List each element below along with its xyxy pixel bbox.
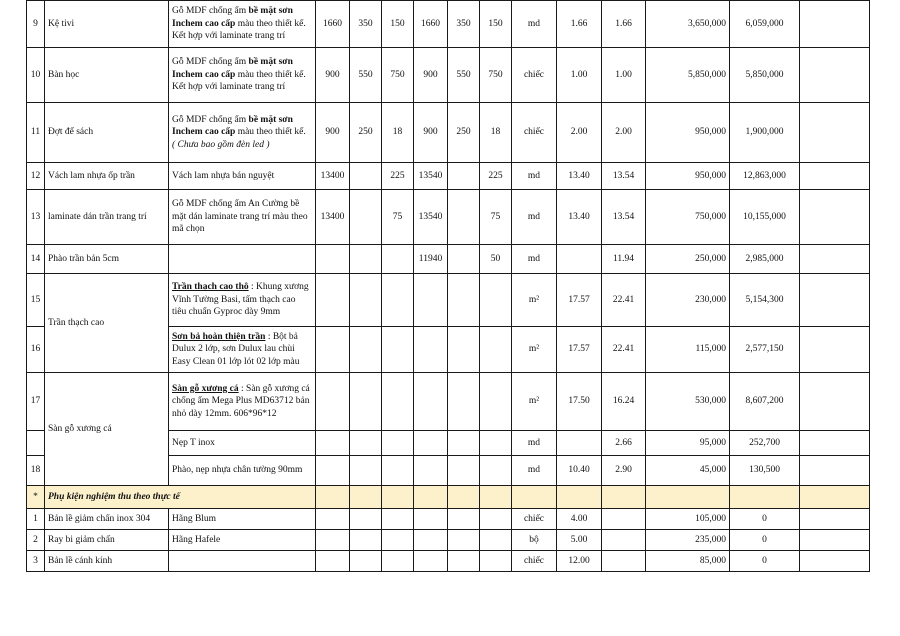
note-cell <box>800 245 870 274</box>
dim-depth-design: 550 <box>350 48 382 103</box>
desc-bold <box>172 384 239 394</box>
item-name: Bàn học <box>45 48 169 103</box>
section-cell <box>350 486 382 509</box>
desc-note: ( Chưa bao gồm đèn led ) <box>172 139 270 150</box>
table-row <box>27 551 870 572</box>
unit-price: 105,000 <box>646 509 730 530</box>
row-number: 17 <box>27 373 45 431</box>
line-total: 12,863,000 <box>730 163 800 190</box>
item-name: laminate dán trần trang trí <box>45 190 169 245</box>
desc-text: Gỗ MDF chống ẩm <box>172 114 249 125</box>
dim-height-actual: 75 <box>480 190 512 245</box>
row-number: 1 <box>27 509 45 530</box>
qty-actual: 22.41 <box>602 327 646 373</box>
dim-length-actual: 11940 <box>414 245 448 274</box>
note-cell <box>800 431 870 456</box>
desc-text: màu theo thiết kế. Kết hợp với laminate trang trí <box>172 69 306 93</box>
dim-depth-design <box>350 274 382 327</box>
dim-depth-design <box>350 373 382 431</box>
line-total: 130,500 <box>730 456 800 486</box>
dim-height-design <box>382 274 414 327</box>
dim-length-design <box>316 245 350 274</box>
desc-bold: bề mặt sơn Inchem cao cấp <box>172 6 293 29</box>
note-cell <box>800 1 870 48</box>
desc-text: Gỗ MDF chống ẩm <box>172 6 249 17</box>
dim-depth-actual: 250 <box>448 103 480 163</box>
row-number: 14 <box>27 245 45 274</box>
qty-actual: 1.66 <box>602 1 646 48</box>
dim-depth-design <box>350 431 382 456</box>
dim-depth-actual <box>448 163 480 190</box>
dim-height-design <box>382 530 414 551</box>
table-row <box>27 530 870 551</box>
section-marker: * <box>27 486 45 509</box>
note-cell <box>800 456 870 486</box>
dim-length-design: 900 <box>316 103 350 163</box>
item-description <box>169 373 316 431</box>
unit: md <box>512 1 557 48</box>
section-header-row <box>27 486 870 509</box>
dim-depth-design <box>350 530 382 551</box>
dim-height-design <box>382 509 414 530</box>
qty-actual: 2.00 <box>602 103 646 163</box>
desc-underline: Sơn bả hoàn thiện trần <box>172 331 266 342</box>
dim-length-actual: 1660 <box>414 1 448 48</box>
row-number: 16 <box>27 327 45 373</box>
dim-length-actual <box>414 373 448 431</box>
unit: md <box>512 190 557 245</box>
unit-price: 530,000 <box>646 373 730 431</box>
dim-length-design <box>316 373 350 431</box>
unit-price: 950,000 <box>646 163 730 190</box>
unit: chiếc <box>512 48 557 103</box>
note-cell <box>800 373 870 431</box>
dim-depth-actual <box>448 274 480 327</box>
qty-actual: 16.24 <box>602 373 646 431</box>
dim-height-actual: 750 <box>480 48 512 103</box>
row-number: 9 <box>27 1 45 48</box>
note-cell <box>800 163 870 190</box>
dim-height-actual <box>480 509 512 530</box>
item-description: Vách lam nhựa bán nguyệt <box>169 163 316 190</box>
qty-actual: 2.90 <box>602 456 646 486</box>
section-cell <box>646 486 730 509</box>
unit-price: 250,000 <box>646 245 730 274</box>
note-cell <box>800 551 870 572</box>
line-total: 6,059,000 <box>730 1 800 48</box>
desc-text: Gỗ MDF chống ẩm <box>172 57 249 68</box>
row-number: 2 <box>27 530 45 551</box>
dim-length-actual: 900 <box>414 103 448 163</box>
dim-depth-design <box>350 551 382 572</box>
dim-depth-actual <box>448 327 480 373</box>
item-description <box>169 327 316 373</box>
qty-actual: 2.66 <box>602 431 646 456</box>
dim-depth-actual <box>448 509 480 530</box>
section-cell <box>800 486 870 509</box>
item-description: Gỗ MDF chống ẩm An Cường bề mặt dán laminate trang trí màu theo mã chọn <box>169 190 316 245</box>
qty-design: 13.40 <box>557 190 602 245</box>
unit: md <box>512 456 557 486</box>
unit-price: 45,000 <box>646 456 730 486</box>
qty-design: 1.00 <box>557 48 602 103</box>
item-name: Vách lam nhựa ốp trần <box>45 163 169 190</box>
unit: m² <box>512 327 557 373</box>
row-number: 3 <box>27 551 45 572</box>
dim-length-actual: 900 <box>414 48 448 103</box>
dim-depth-actual <box>448 431 480 456</box>
desc-bold <box>172 332 265 342</box>
dim-height-actual <box>480 373 512 431</box>
dim-height-actual <box>480 327 512 373</box>
desc-underline: Sàn gỗ xương cá <box>172 383 239 394</box>
dim-height-actual <box>480 456 512 486</box>
item-description: Hãng Hafele <box>169 530 316 551</box>
desc-underline: Trần thạch cao thô <box>172 282 249 293</box>
desc-text: màu theo thiết kế. Kết hợp với laminate trang trí <box>172 18 306 42</box>
dim-depth-design <box>350 163 382 190</box>
dim-length-design <box>316 551 350 572</box>
dim-height-design: 75 <box>382 190 414 245</box>
dim-height-design: 750 <box>382 48 414 103</box>
dim-height-design <box>382 551 414 572</box>
unit-price: 950,000 <box>646 103 730 163</box>
dim-length-actual <box>414 530 448 551</box>
dim-height-design: 18 <box>382 103 414 163</box>
dim-depth-actual: 350 <box>448 1 480 48</box>
desc-bold: bề mặt sơn Inchem cao cấp <box>172 114 293 138</box>
line-total: 0 <box>730 530 800 551</box>
unit-price: 95,000 <box>646 431 730 456</box>
desc-text: : Khung xương Vĩnh Tường Basi, tấm thạch cao tiêu chuẩn Gyproc dày 9mm <box>172 282 309 318</box>
section-cell <box>382 486 414 509</box>
item-description <box>169 245 316 274</box>
table-row <box>27 373 870 431</box>
qty-design: 5.00 <box>557 530 602 551</box>
dim-height-actual: 50 <box>480 245 512 274</box>
dim-height-design <box>382 456 414 486</box>
section-title: Phụ kiện nghiệm thu theo thực tế <box>45 486 316 509</box>
dim-height-actual: 18 <box>480 103 512 163</box>
unit: chiếc <box>512 551 557 572</box>
unit: m² <box>512 373 557 431</box>
dim-depth-design <box>350 190 382 245</box>
dim-height-design: 150 <box>382 1 414 48</box>
unit-price: 5,850,000 <box>646 48 730 103</box>
line-total: 5,850,000 <box>730 48 800 103</box>
dim-depth-actual <box>448 373 480 431</box>
desc-text: màu theo thiết kế. <box>235 127 306 138</box>
item-name: Đợt để sách <box>45 103 169 163</box>
unit-price: 230,000 <box>646 274 730 327</box>
item-description <box>169 48 316 103</box>
dim-length-design <box>316 431 350 456</box>
item-description <box>169 274 316 327</box>
dim-height-actual <box>480 551 512 572</box>
row-number: 12 <box>27 163 45 190</box>
dim-height-design <box>382 373 414 431</box>
unit-price: 750,000 <box>646 190 730 245</box>
unit-price: 3,650,000 <box>646 1 730 48</box>
line-total: 8,607,200 <box>730 373 800 431</box>
dim-length-actual <box>414 431 448 456</box>
dim-length-actual <box>414 551 448 572</box>
table-row <box>27 103 870 163</box>
item-name: Bản lề cánh kính <box>45 551 169 572</box>
dim-length-design: 1660 <box>316 1 350 48</box>
section-cell <box>602 486 646 509</box>
dim-length-design <box>316 327 350 373</box>
unit-price: 235,000 <box>646 530 730 551</box>
dim-height-design <box>382 327 414 373</box>
line-total: 1,900,000 <box>730 103 800 163</box>
dim-depth-design <box>350 509 382 530</box>
dim-length-actual <box>414 274 448 327</box>
section-cell <box>480 486 512 509</box>
qty-design: 4.00 <box>557 509 602 530</box>
section-cell <box>730 486 800 509</box>
dim-height-design <box>382 431 414 456</box>
item-description <box>169 103 316 163</box>
qty-design: 17.57 <box>557 274 602 327</box>
unit: md <box>512 431 557 456</box>
qty-actual <box>602 530 646 551</box>
qty-design: 2.00 <box>557 103 602 163</box>
dim-depth-design <box>350 456 382 486</box>
qty-design: 13.40 <box>557 163 602 190</box>
qty-actual: 13.54 <box>602 190 646 245</box>
dim-length-design: 13400 <box>316 190 350 245</box>
dim-length-design <box>316 456 350 486</box>
dim-length-actual <box>414 327 448 373</box>
row-number: 13 <box>27 190 45 245</box>
desc-text: : Sàn gỗ xương cá chống ẩm Mega Plus MD63712 bản nhỏ dày 12mm. 606*96*12 <box>172 383 310 419</box>
table-row <box>27 245 870 274</box>
dim-height-actual <box>480 431 512 456</box>
table-row <box>27 274 870 327</box>
line-total: 5,154,300 <box>730 274 800 327</box>
dim-length-actual: 13540 <box>414 163 448 190</box>
section-cell <box>316 486 350 509</box>
unit: chiếc <box>512 509 557 530</box>
item-name: Phào trần bản 5cm <box>45 245 169 274</box>
qty-actual: 13.54 <box>602 163 646 190</box>
row-number: 15 <box>27 274 45 327</box>
unit-price: 115,000 <box>646 327 730 373</box>
line-total: 2,985,000 <box>730 245 800 274</box>
item-name: Trần thạch cao <box>45 274 169 373</box>
table-row <box>27 509 870 530</box>
dim-depth-design <box>350 245 382 274</box>
row-number: 18 <box>27 456 45 486</box>
unit: bộ <box>512 530 557 551</box>
line-total: 0 <box>730 551 800 572</box>
dim-depth-actual <box>448 456 480 486</box>
item-description: Nẹp T inox <box>169 431 316 456</box>
unit: md <box>512 245 557 274</box>
qty-design: 12.00 <box>557 551 602 572</box>
qty-actual: 11.94 <box>602 245 646 274</box>
dim-height-design <box>382 245 414 274</box>
unit-price: 85,000 <box>646 551 730 572</box>
qty-design <box>557 245 602 274</box>
item-description <box>169 551 316 572</box>
item-description: Hãng Blum <box>169 509 316 530</box>
qty-design: 17.50 <box>557 373 602 431</box>
dim-length-actual: 13540 <box>414 190 448 245</box>
dim-length-design <box>316 530 350 551</box>
item-name: Bản lề giảm chấn inox 304 <box>45 509 169 530</box>
desc-bold <box>172 282 249 292</box>
qty-actual <box>602 551 646 572</box>
dim-length-actual <box>414 456 448 486</box>
line-total: 10,155,000 <box>730 190 800 245</box>
desc-text: : Bột bả Dulux 2 lớp, sơn Dulux lau chùi Easy Clean 01 lớp lót 02 lớp màu <box>172 331 300 367</box>
qty-actual: 1.00 <box>602 48 646 103</box>
qty-design: 17.57 <box>557 327 602 373</box>
item-name: Kệ tivi <box>45 1 169 48</box>
row-number <box>27 431 45 456</box>
dim-depth-design <box>350 327 382 373</box>
section-cell <box>448 486 480 509</box>
note-cell <box>800 327 870 373</box>
row-number: 10 <box>27 48 45 103</box>
unit: m² <box>512 274 557 327</box>
dim-length-design <box>316 509 350 530</box>
note-cell <box>800 103 870 163</box>
qty-actual: 22.41 <box>602 274 646 327</box>
qty-actual <box>602 509 646 530</box>
dim-length-design: 13400 <box>316 163 350 190</box>
table-row <box>27 163 870 190</box>
dim-height-actual: 225 <box>480 163 512 190</box>
table-row <box>27 48 870 103</box>
dim-depth-design: 250 <box>350 103 382 163</box>
dim-height-actual: 150 <box>480 1 512 48</box>
unit: chiếc <box>512 103 557 163</box>
dim-depth-actual <box>448 190 480 245</box>
section-cell <box>512 486 557 509</box>
dim-depth-actual <box>448 551 480 572</box>
section-cell <box>414 486 448 509</box>
qty-design <box>557 431 602 456</box>
dim-height-actual <box>480 274 512 327</box>
unit: md <box>512 163 557 190</box>
line-total: 0 <box>730 509 800 530</box>
dim-depth-actual <box>448 530 480 551</box>
dim-length-design <box>316 274 350 327</box>
section-cell <box>557 486 602 509</box>
table-row <box>27 190 870 245</box>
dim-length-design: 900 <box>316 48 350 103</box>
item-name: Sàn gỗ xương cá <box>45 373 169 486</box>
note-cell <box>800 509 870 530</box>
dim-length-actual <box>414 509 448 530</box>
table-row <box>27 1 870 48</box>
dim-height-actual <box>480 530 512 551</box>
dim-depth-actual <box>448 245 480 274</box>
line-total: 2,577,150 <box>730 327 800 373</box>
dim-depth-design: 350 <box>350 1 382 48</box>
dim-depth-actual: 550 <box>448 48 480 103</box>
line-total: 252,700 <box>730 431 800 456</box>
quotation-table <box>26 0 870 572</box>
note-cell <box>800 274 870 327</box>
qty-design: 1.66 <box>557 1 602 48</box>
dim-height-design: 225 <box>382 163 414 190</box>
item-description: Phào, nẹp nhựa chân tường 90mm <box>169 456 316 486</box>
note-cell <box>800 190 870 245</box>
desc-bold: bề mặt sơn Inchem cao cấp <box>172 57 293 80</box>
item-description <box>169 1 316 48</box>
item-name: Ray bi giảm chấn <box>45 530 169 551</box>
row-number: 11 <box>27 103 45 163</box>
qty-design: 10.40 <box>557 456 602 486</box>
note-cell <box>800 48 870 103</box>
note-cell <box>800 530 870 551</box>
